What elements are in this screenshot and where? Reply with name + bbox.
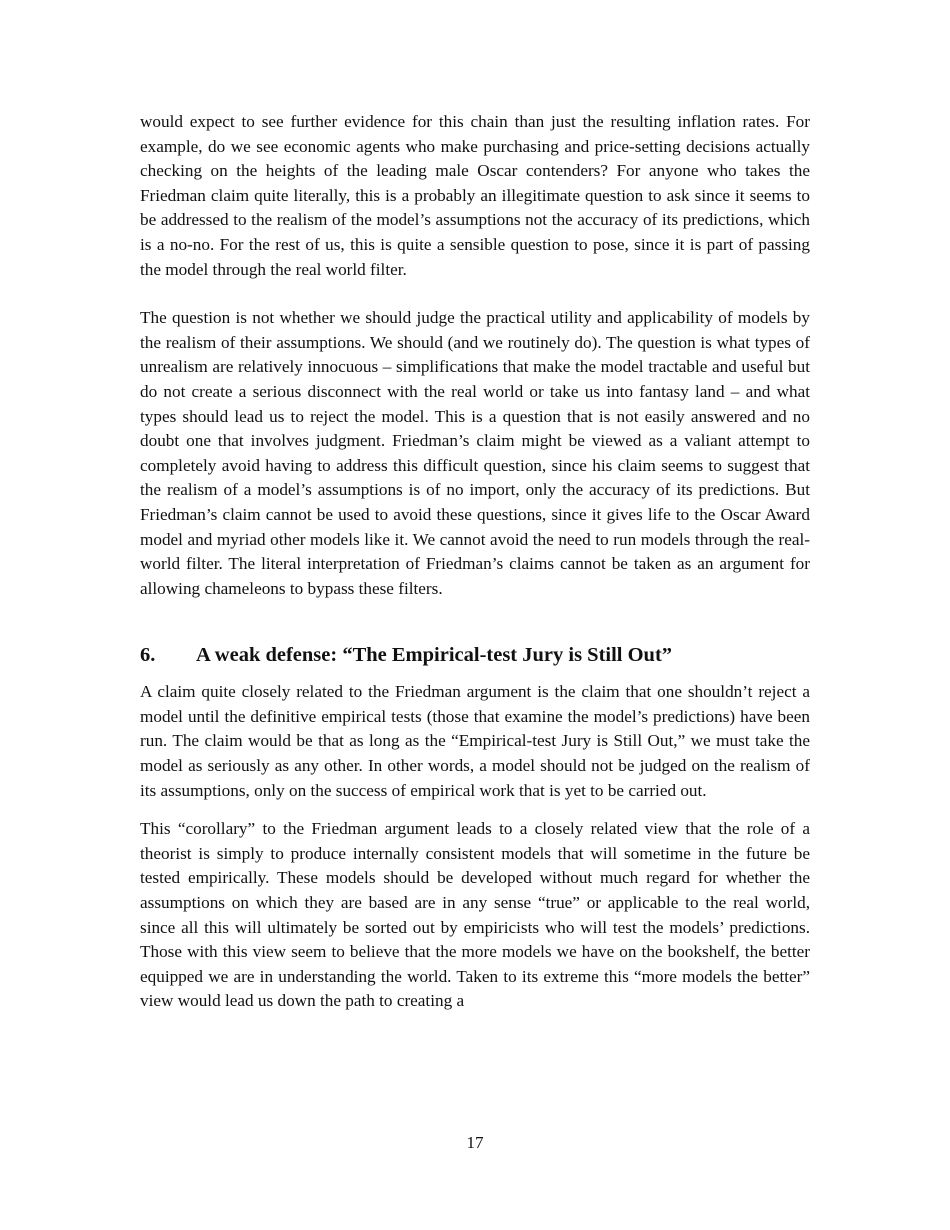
page-body [140,110,810,1014]
section-heading [140,642,810,668]
paragraph-3: A claim quite closely related to the Friedman argument is the claim that one shouldn’t reject a model until the definitive empirical tests (those that examine the model’s predictions) have been run. The claim would be that as long as the “Empirical-test Jury is Still Out,” we must take the model as seriously as any other. In other words, a model should not be judged on the realism of its assumptions, only on the success of empirical work that is yet to be carried out. [140,682,810,800]
paragraph-2: The question is not whether we should judge the practical utility and applicability of models by the realism of their assumptions. We should (and we routinely do). The question is what types of unrealism are relatively innocuous – simplifications that make the model tractable and useful but do not create a serious disconnect with the real world or take us into fantasy land – and what types should lead us to reject the model. This is a question that is not easily answered and no doubt one that involves judgment. Friedman’s claim might be viewed as a valiant attempt to completely avoid having to address this difficult question, since his claim seems to suggest that the realism of a model’s assumptions is of no import, only the accuracy of its predictions. But Friedman’s claim cannot be used to avoid these questions, since it gives life to the Oscar Award model and myriad other models like it. We cannot avoid the need to run models through the real-world filter. The literal interpretation of Friedman’s claims cannot be taken as an argument for allowing chameleons to bypass these filters. [140,308,810,598]
section-title: A weak defense: “The Empirical-test Jury is Still Out” [196,644,673,667]
paragraph-4: This “corollary” to the Friedman argument leads to a closely related view that the role of a theorist is simply to produce internally consistent models that will sometime in the future be tested empirically. These models should be developed without much regard for whether the assumptions on which they are based are in any sense “true” or applicable to the real world, since all this will ultimately be sorted out by empiricists who will test the models’ predictions. Those with this view seem to believe that the more models we have on the bookshelf, the better equipped we are in understanding the world. Taken to its extreme this “more models the better” view would lead us down the path to creating a [140,819,810,1011]
paragraph-spacer [140,282,810,306]
section-number: 6. [140,644,156,667]
page-number: 17 [466,1133,484,1152]
paragraph-1: would expect to see further evidence for this chain than just the resulting inflation rates. For example, do we see economic agents who make purchasing and price-setting decisions actually checking on the heights of the leading male Oscar contenders? For anyone who takes the Friedman claim quite literally, this is a probably an illegitimate question to ask since it seems to be addressed to the realism of the model’s assumptions not the accuracy of its predictions, which is a no-no. For the rest of us, this is quite a sensible question to pose, since it is part of passing the model through the real world filter. [140,112,810,279]
paragraph-spacer [140,803,810,817]
